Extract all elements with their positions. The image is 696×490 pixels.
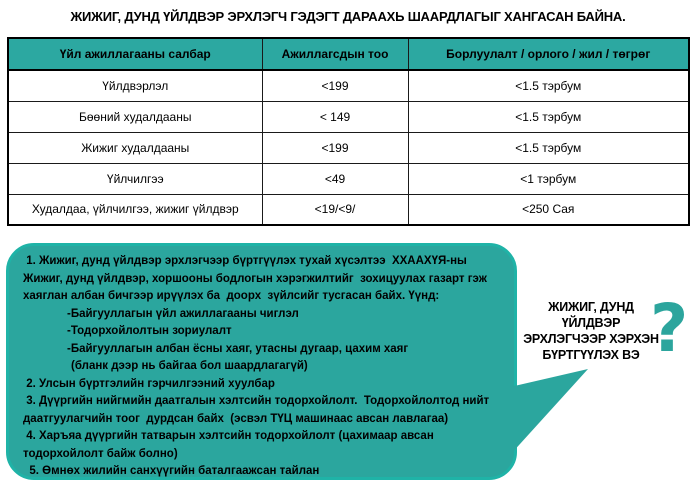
question-line: БҮРТГҮҮЛЭХ ВЭ — [542, 348, 640, 362]
table-cell: <1.5 тэрбум — [408, 101, 689, 132]
question-line: ҮЙЛДВЭР — [561, 316, 621, 330]
bubble-line: хаяглан албан бичгээр ирүүлэх ба доорх зүйлсийг тусгасан байх. Үүнд: — [23, 290, 440, 302]
table-cell: < 149 — [262, 101, 408, 132]
table-cell: <49 — [262, 163, 408, 194]
bubble-line: 1. Жижиг, дунд үйлдвэр эрхлэгчээр бүртгүүлэх тухай хүсэлтээ ХХААХҮЯ-ны — [23, 255, 467, 267]
table-cell: Худалдаа, үйлчилгээ, жижиг үйлдвэр — [8, 194, 262, 225]
table-cell: Бөөний худалдааны — [8, 101, 262, 132]
question-line: ЭРХЛЭГЧЭЭР ХЭРХЭН — [523, 332, 659, 346]
speech-bubble-text — [23, 253, 508, 480]
table-cell: <1.5 тэрбум — [408, 70, 689, 101]
table-cell: Жижиг худалдааны — [8, 132, 262, 163]
table-row — [8, 132, 689, 163]
column-header: Ажиллагсдын тоо — [262, 38, 408, 70]
bubble-line: -Байгууллагын албан ёсны хаяг, утасны дугаар, цахим хаяг — [67, 342, 409, 355]
page-title: ЖИЖИГ, ДУНД ҮЙЛДВЭР ЭРХЛЭГЧ ГЭДЭГТ ДАРААХЬ ШААРДЛАГЫГ ХАНГАСАН БАЙНА. — [70, 9, 626, 24]
table-cell: <1.5 тэрбум — [408, 132, 689, 163]
table-row — [8, 101, 689, 132]
bubble-line: -Тодорхойлолтын зориулалт — [67, 325, 232, 337]
requirements-table — [7, 37, 690, 226]
bubble-line: 4. Харъяа дүүргийн татварын хэлтсийн тодорхойлолт (цахимаар авсан — [23, 430, 434, 442]
bubble-line: -Байгууллагын үйл ажиллагааны чиглэл — [67, 307, 299, 320]
speech-bubble-tail — [505, 360, 595, 460]
column-header: Борлуулалт / орлого / жил / төгрөг — [408, 38, 689, 70]
table-cell: Үйлдвэрлэл — [8, 70, 262, 101]
bubble-line: 2. Улсын бүртгэлийн гэрчилгээний хуулбар — [23, 377, 275, 390]
table-row — [8, 163, 689, 194]
question-mark-icon: ? — [650, 290, 689, 367]
table-cell: <19/<9/ — [262, 194, 408, 225]
table-header-row — [8, 38, 689, 70]
bubble-line: (бланк дээр нь байгаа бол шаардлагагүй) — [71, 360, 308, 372]
table-cell: <199 — [262, 70, 408, 101]
bubble-line: даатгуулагчийн тоог дурдсан байх (эсвэл ТҮЦ машинаас авсан лавлагаа) — [23, 412, 449, 425]
bubble-line: тодорхойлолт байж болно) — [23, 447, 178, 460]
bubble-line: Жижиг, дунд үйлдвэр, хоршооны бодлогын хэрэгжилтийг зохицуулах газарт гэж — [23, 272, 487, 285]
table-cell: Үйлчилгээ — [8, 163, 262, 194]
bubble-line: 5. Өмнөх жилийн санхүүгийн баталгаажсан тайлан — [23, 465, 320, 477]
table-row — [8, 70, 689, 101]
speech-bubble — [6, 243, 517, 480]
question-text — [516, 299, 666, 363]
bubble-line: 3. Дүүргийн нийгмийн даатгалын хэлтсийн тодорхойлолт. Тодорхойлолтод нийт — [23, 395, 490, 407]
table-cell: <250 Сая — [408, 194, 689, 225]
table-cell: <199 — [262, 132, 408, 163]
question-line: ЖИЖИГ, ДУНД — [548, 300, 634, 314]
table-row — [8, 194, 689, 225]
column-header: Үйл ажиллагааны салбар — [8, 38, 262, 70]
table-cell: <1 тэрбум — [408, 163, 689, 194]
